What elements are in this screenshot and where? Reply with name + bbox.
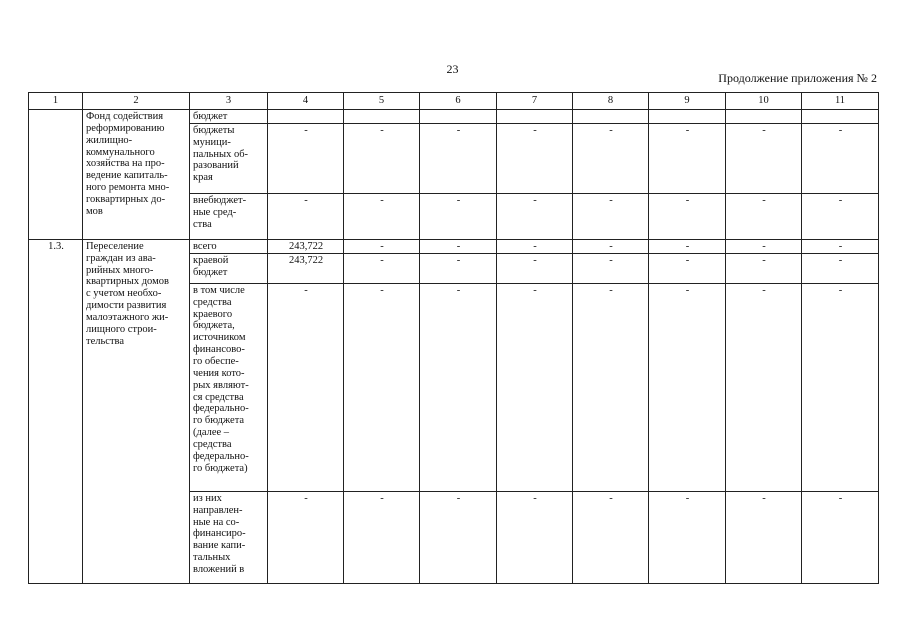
value-cell: - bbox=[726, 239, 802, 253]
header-row bbox=[29, 93, 879, 110]
value-cell bbox=[573, 110, 649, 124]
financing-table bbox=[28, 92, 879, 584]
value-cell: - bbox=[802, 253, 879, 283]
value-cell: - bbox=[268, 491, 344, 583]
value-cell: - bbox=[268, 193, 344, 239]
value-cell: - bbox=[344, 239, 420, 253]
value-cell: - bbox=[802, 239, 879, 253]
value-cell: - bbox=[649, 239, 726, 253]
column-header: 5 bbox=[344, 93, 420, 110]
funding-source: всего bbox=[190, 239, 268, 253]
row-number bbox=[29, 110, 83, 240]
column-header: 10 bbox=[726, 93, 802, 110]
value-cell: - bbox=[497, 253, 573, 283]
column-header: 1 bbox=[29, 93, 83, 110]
value-cell: - bbox=[573, 253, 649, 283]
value-cell: 243,722 bbox=[268, 239, 344, 253]
value-cell: - bbox=[573, 283, 649, 491]
column-header: 8 bbox=[573, 93, 649, 110]
value-cell: - bbox=[573, 193, 649, 239]
value-cell: - bbox=[497, 123, 573, 193]
value-cell: - bbox=[649, 491, 726, 583]
value-cell: - bbox=[497, 193, 573, 239]
value-cell: - bbox=[420, 491, 497, 583]
value-cell: - bbox=[573, 239, 649, 253]
program-name: Переселение граждан из ава- рийных много- квартирных домов с учетом необхо- димости развития малоэтажного жи- лищного строи- тельства bbox=[83, 239, 190, 583]
value-cell bbox=[649, 110, 726, 124]
value-cell: - bbox=[573, 491, 649, 583]
value-cell bbox=[344, 110, 420, 124]
value-cell: - bbox=[802, 491, 879, 583]
value-cell: - bbox=[420, 283, 497, 491]
value-cell: - bbox=[344, 283, 420, 491]
value-cell bbox=[268, 110, 344, 124]
value-cell: - bbox=[726, 123, 802, 193]
table-row bbox=[29, 239, 879, 253]
value-cell bbox=[726, 110, 802, 124]
funding-source: в том числе средства краевого бюджета, источником финансово- го обеспе- чения кото- рых являют- ся средства федерально- го бюджета (далее – средства федерально- го бюджета) bbox=[190, 283, 268, 491]
value-cell: - bbox=[420, 239, 497, 253]
funding-source: внебюджет- ные сред- ства bbox=[190, 193, 268, 239]
column-header: 9 bbox=[649, 93, 726, 110]
value-cell: - bbox=[726, 491, 802, 583]
row-number: 1.3. bbox=[29, 239, 83, 583]
value-cell: - bbox=[802, 283, 879, 491]
column-header: 3 bbox=[190, 93, 268, 110]
column-header: 4 bbox=[268, 93, 344, 110]
value-cell bbox=[497, 110, 573, 124]
column-header: 2 bbox=[83, 93, 190, 110]
value-cell: - bbox=[649, 123, 726, 193]
value-cell: - bbox=[268, 123, 344, 193]
column-header: 6 bbox=[420, 93, 497, 110]
value-cell: - bbox=[497, 239, 573, 253]
value-cell: - bbox=[420, 253, 497, 283]
value-cell bbox=[420, 110, 497, 124]
column-header: 11 bbox=[802, 93, 879, 110]
value-cell: - bbox=[802, 193, 879, 239]
value-cell: - bbox=[420, 123, 497, 193]
value-cell: - bbox=[344, 193, 420, 239]
funding-source: из них направлен- ные на со- финансиро- вание капи- тальных вложений в bbox=[190, 491, 268, 583]
value-cell: - bbox=[726, 193, 802, 239]
funding-source: бюджет bbox=[190, 110, 268, 124]
value-cell: - bbox=[802, 123, 879, 193]
value-cell: - bbox=[344, 123, 420, 193]
table-row bbox=[29, 110, 879, 124]
value-cell: - bbox=[649, 193, 726, 239]
value-cell: - bbox=[420, 193, 497, 239]
value-cell: - bbox=[726, 253, 802, 283]
value-cell: - bbox=[573, 123, 649, 193]
value-cell bbox=[802, 110, 879, 124]
value-cell: - bbox=[344, 491, 420, 583]
continuation-label: Продолжение приложения № 2 bbox=[718, 71, 877, 85]
page-number: 23 bbox=[446, 62, 459, 76]
value-cell: - bbox=[497, 491, 573, 583]
column-header: 7 bbox=[497, 93, 573, 110]
funding-source: бюджеты муници- пальных об- разований края bbox=[190, 123, 268, 193]
value-cell: - bbox=[344, 253, 420, 283]
value-cell: - bbox=[268, 283, 344, 491]
value-cell: - bbox=[649, 253, 726, 283]
program-name: Фонд содействия реформированию жилищно- коммунального хозяйства на про- ведение капиталь- ного ремонта мно- гоквартирных до- мов bbox=[83, 110, 190, 240]
value-cell: - bbox=[649, 283, 726, 491]
value-cell: 243,722 bbox=[268, 253, 344, 283]
value-cell: - bbox=[726, 283, 802, 491]
value-cell: - bbox=[497, 283, 573, 491]
funding-source: краевой бюджет bbox=[190, 253, 268, 283]
